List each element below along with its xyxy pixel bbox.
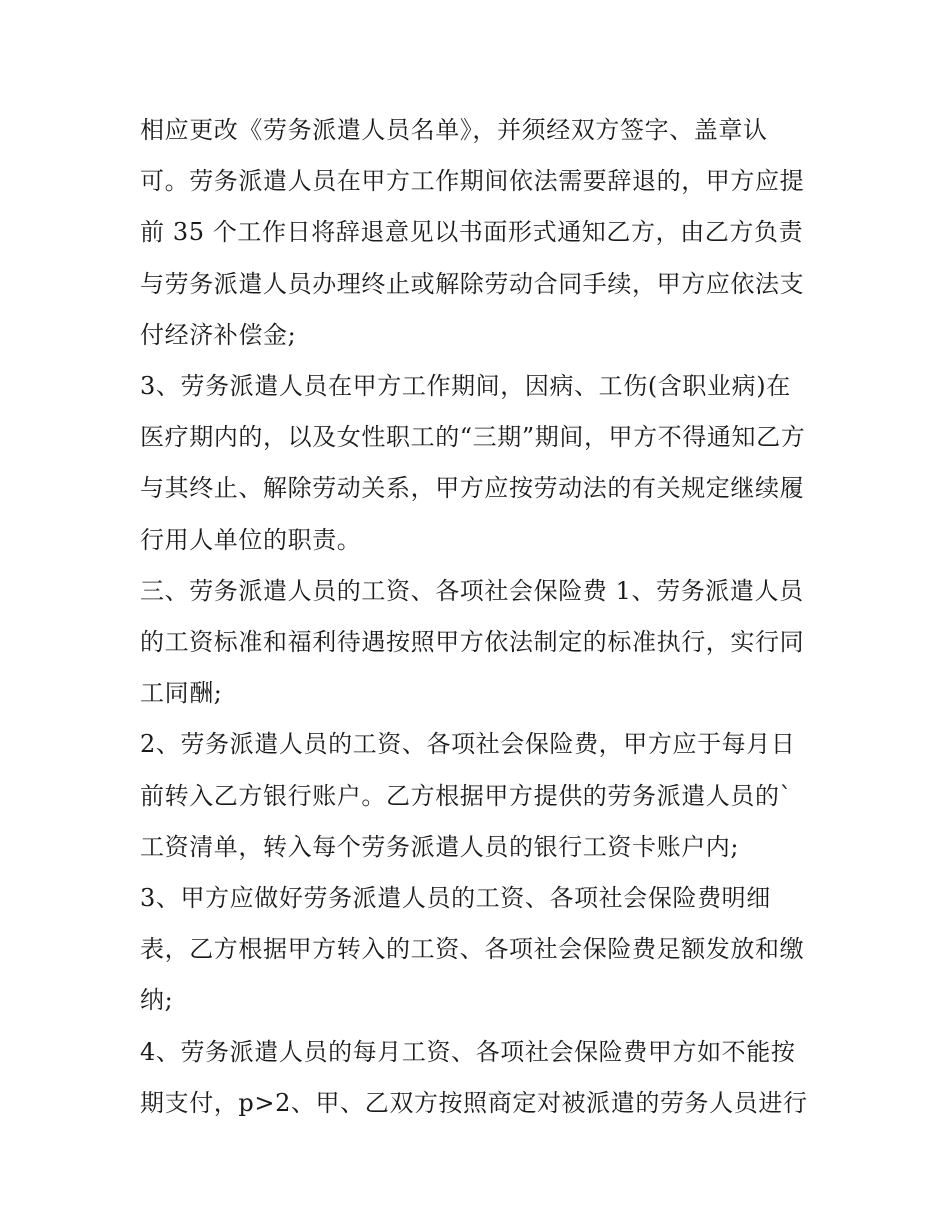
- text-line: 行用人单位的职责。: [140, 525, 362, 554]
- text-line: 前转入乙方银行账户。乙方根据甲方提供的劳务派遣人员的`: [140, 781, 793, 810]
- text-line: 可。劳务派遣人员在甲方工作期间依法需要辞退的，甲方应提: [140, 167, 805, 196]
- contract-text-body: [140, 105, 820, 1129]
- text-line: 与劳务派遣人员办理终止或解除劳动合同手续，甲方应依法支: [140, 269, 805, 298]
- section-heading-line: 三、劳务派遣人员的工资、各项社会保险费 1、劳务派遣人员: [140, 576, 804, 605]
- text-line: 2、劳务派遣人员的工资、各项社会保险费，甲方应于每月日: [140, 730, 796, 759]
- text-line: 相应更改《劳务派遣人员名单》，并须经双方签字、盖章认: [140, 116, 768, 144]
- text-line: 与其终止、解除劳动关系，甲方应按劳动法的有关规定继续履: [140, 474, 805, 503]
- text-line: 前 35 个工作日将辞退意见以书面形式通知乙方，由乙方负责: [140, 218, 804, 247]
- text-line: 纳;: [140, 986, 174, 1015]
- text-line: 4、劳务派遣人员的每月工资、各项社会保险费甲方如不能按: [140, 1037, 796, 1066]
- text-line: 3、劳务派遣人员在甲方工作期间，因病、工伤(含职业病)在: [140, 372, 791, 401]
- text-line: 3、甲方应做好劳务派遣人员的工资、各项社会保险费明细: [140, 884, 771, 913]
- text-line: 工同酬;: [140, 679, 223, 708]
- text-line: 医疗期内的，以及女性职工的“三期”期间，甲方不得通知乙方: [140, 423, 806, 452]
- text-line: 工资清单，转入每个劳务派遣人员的银行工资卡账户内;: [140, 832, 740, 861]
- text-line: 的工资标准和福利待遇按照甲方依法制定的标准执行，实行同: [140, 628, 805, 657]
- text-line: 表，乙方根据甲方转入的工资、各项社会保险费足额发放和缴: [140, 935, 805, 964]
- text-line: 期支付，p>2、甲、乙双方按照商定对被派遣的劳务人员进行: [140, 1088, 808, 1117]
- text-line: 付经济补偿金;: [140, 320, 297, 349]
